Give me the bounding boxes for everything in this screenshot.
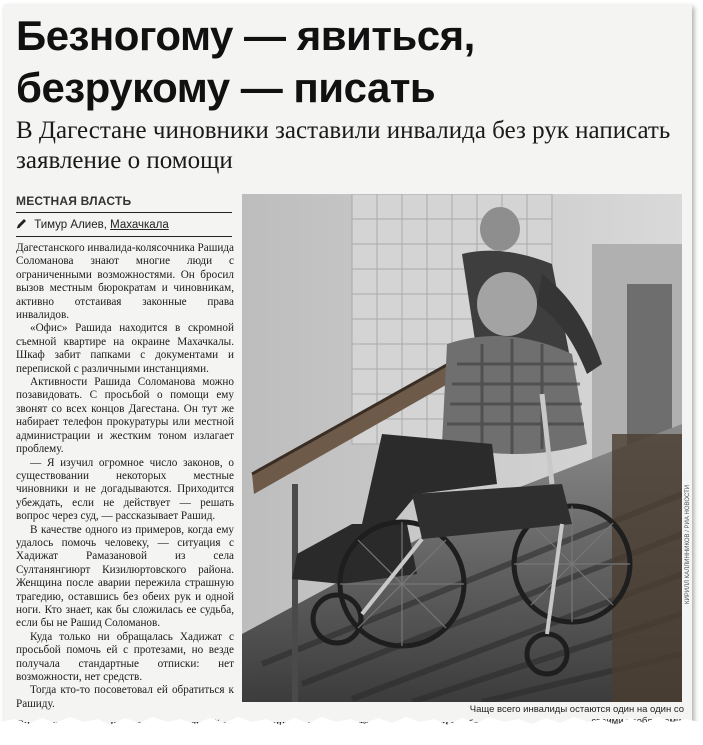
newspaper-clipping: [4, 4, 692, 736]
headline-line-1: Безногому — явиться,: [16, 12, 475, 59]
headline: [16, 10, 475, 114]
wheelchair-stairs-photo: [242, 194, 682, 702]
article-body: [16, 242, 234, 711]
article-paragraph: Куда только ни обращалась Хадижат с просьбой помочь ей с протезами, но везде получала стандартные отписки: нет возможности, нет средств.: [16, 630, 234, 683]
torn-edge: [0, 714, 703, 745]
section-rubric: МЕСТНАЯ ВЛАСТЬ: [16, 194, 132, 208]
article-paragraph: Дагестанского инвалида-колясочника Рашида Соломанова знают многие люди с ограниченными возможностями. Он бросил вызов местным бюрократам и чиновникам, активно отстаивая законные права инвалидов.: [16, 242, 234, 322]
article-paragraph: Активности Рашида Соломанова можно позавидовать. С просьбой о помощи ему звонят со всех концов Дагестана. Он тут же набирает телефон прокуратуры или местной администрации и жестким тоном излагает проблему.: [16, 376, 234, 456]
byline-divider: [16, 236, 232, 237]
article-paragraph: Тогда кто-то посоветовал ей обратиться к Рашиду.: [16, 684, 234, 710]
byline: [16, 218, 169, 231]
article-photo: [242, 194, 682, 702]
article-paragraph: В качестве одного из примеров, когда ему удалось помочь человеку, — ситуация с Хадижат Рамазановой из села Султанянгиюрт Кизилюртовского района. Женщина после аварии пережила страшную трагедию, оставшись без обеих рук и одной ноги. Кто знает, как бы сложилась ее судьба, если бы не Рашид Соломанов.: [16, 523, 234, 630]
byline-city-link[interactable]: Махачкала: [110, 219, 169, 231]
subheadline: В Дагестане чиновники заставили инвалида без рук написать заявление о помощи: [16, 117, 671, 174]
byline-author: Тимур Алиев,: [34, 219, 107, 231]
article-paragraph: — Я изучил огромное число законов, о существовании некоторых местные чиновники и не догадываются. Приходится убеждать, если не действует — решать вопрос через суд, — рассказывает Рашид.: [16, 456, 234, 523]
pen-icon: [16, 218, 29, 229]
headline-line-2: безрукому — писать: [16, 64, 436, 111]
photo-credit: КИРИЛЛ КАЛЛИННИКОВ / РИА НОВОСТИ: [685, 484, 691, 604]
photo-caption: Чаще всего инвалиды остаются один на один со: [469, 704, 684, 715]
rubric-divider: [16, 212, 232, 213]
article-paragraph: «Офис» Рашида находится в скромной съемной квартире на окраине Махачкалы. Шкаф забит папками с документами и перепиской с различными инстанциями.: [16, 322, 234, 375]
